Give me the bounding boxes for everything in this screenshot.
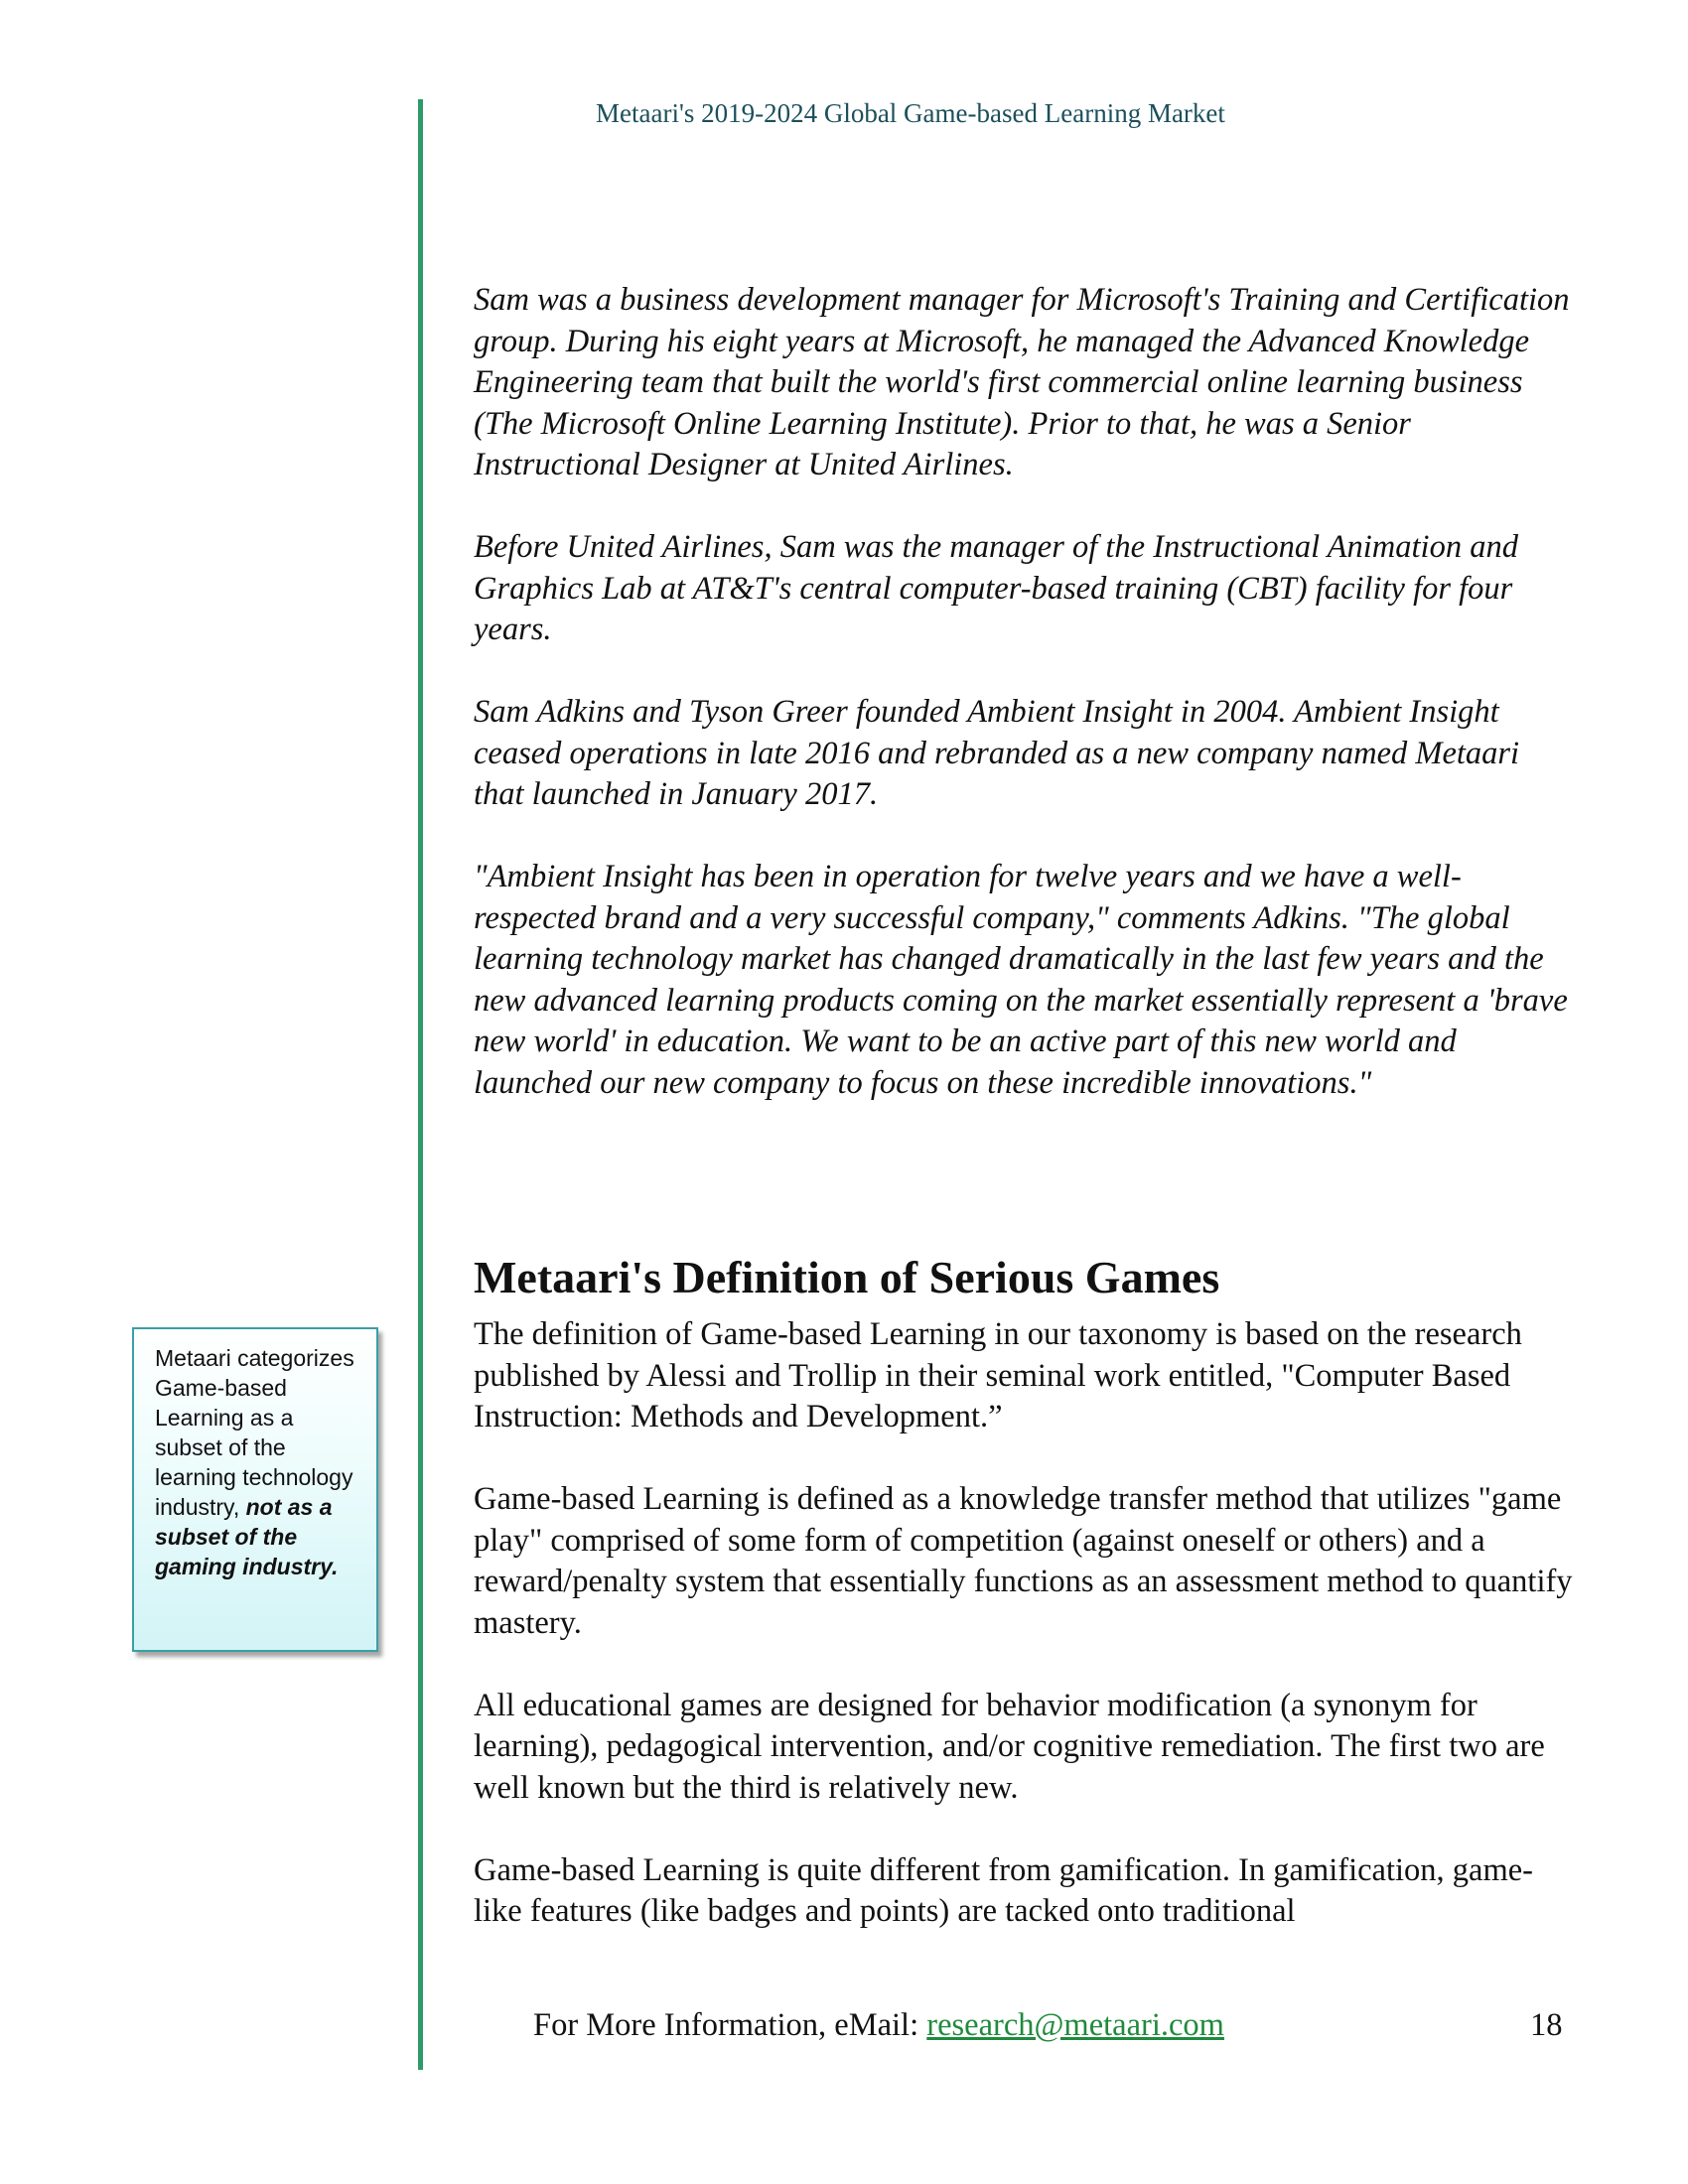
section-body	[474, 1314, 1576, 1974]
body-paragraph: All educational games are designed for behavior modification (a synonym for learning), pedagogical intervention, and/or cognitive remediation. The first two are well known but the third is relatively new.	[474, 1687, 1545, 1806]
sidebar-callout	[132, 1327, 378, 1652]
section-heading: Metaari's Definition of Serious Games	[474, 1252, 1220, 1302]
body-paragraph: The definition of Game-based Learning in our taxonomy is based on the research published by Alessi and Trollip in their seminal work entitled, "Computer Based Instruction: Methods and Development.”	[474, 1316, 1522, 1434]
bio-paragraph: Sam Adkins and Tyson Greer founded Ambient Insight in 2004. Ambient Insight ceased operations in late 2016 and rebranded as a new company named Metaari that launched in January 2017.	[474, 694, 1520, 812]
bio-paragraph: Before United Airlines, Sam was the manager of the Instructional Animation and Graphics Lab at AT&T's central computer-based training (CBT) facility for four years.	[474, 529, 1518, 647]
body-paragraph: Game-based Learning is quite different from gamification. In gamification, game-like features (like badges and points) are tacked onto traditional	[474, 1851, 1533, 1929]
email-link[interactable]: research@metaari.com	[926, 2007, 1224, 2043]
bio-quote-paragraph: "Ambient Insight has been in operation for twelve years and we have a well-respected brand and a very successful company," comments Adkins. "The global learning technology market has changed dramatically in the last few years and the new advanced learning products coming on the market essentially represent a 'brave new world' in education. We want to be an active part of this new world and launched our new company to focus on these incredible innovations."	[474, 859, 1568, 1101]
callout-emphasis: not as a subset of the gaming industry.	[155, 1494, 339, 1579]
margin-rule	[418, 99, 423, 2070]
main-content	[474, 280, 1576, 1929]
running-header: Metaari's 2019-2024 Global Game-based Learning Market	[596, 98, 1225, 128]
footer-label: For More Information, eMail:	[533, 2007, 919, 2043]
bio-paragraph: Sam was a business development manager for Microsoft's Training and Certification group. During his eight years at Microsoft, he managed the Advanced Knowledge Engineering team that built the world's first commercial online learning business (The Microsoft Online Learning Institute). Prior to that, he was a Senior Instructional Designer at United Airlines.	[474, 282, 1570, 482]
callout-text: Metaari categorizes Game-based Learning as a subset of the learning technology industry,	[155, 1345, 354, 1520]
footer	[533, 2005, 1224, 2045]
body-paragraph: Game-based Learning is defined as a knowledge transfer method that utilizes "game play" comprised of some form of competition (against oneself or others) and a reward/penalty system that essentially functions as an assessment method to quantify mastery.	[474, 1481, 1573, 1641]
page-number: 18	[1530, 2007, 1563, 2043]
